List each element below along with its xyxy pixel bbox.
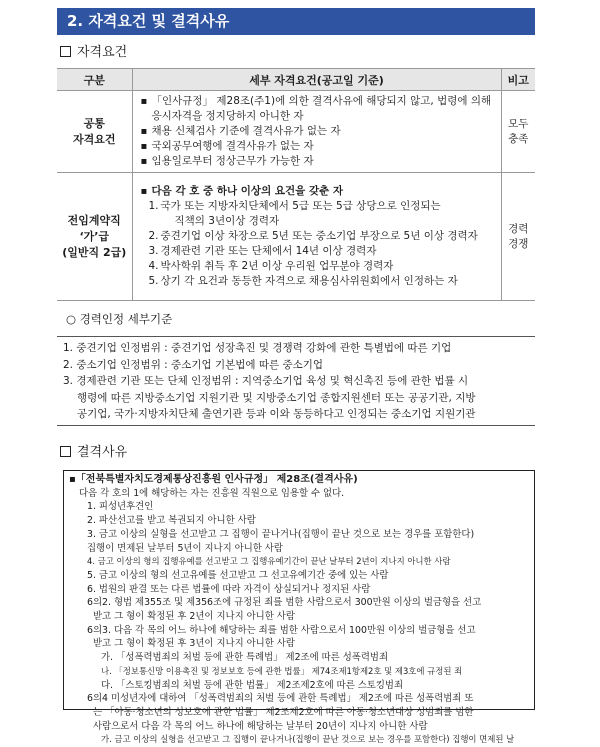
grounds-line: 2. 파산선고를 받고 복권되지 아니한 사람 bbox=[87, 515, 256, 527]
category-line: ‘가’급 bbox=[79, 229, 110, 243]
list-item: ▪ 임용일로부터 정상근무가 가능한 자 bbox=[141, 154, 495, 169]
list-item: ▪ 국외공무여행에 결격사유가 없는 자 bbox=[141, 139, 495, 154]
grounds-line: 나. 「정보통신망 이용촉진 및 정보보호 등에 관한 법률」 제74조제1항제2호 및 제3호에 규정된 죄 bbox=[101, 665, 463, 676]
grounds-line: 6. 법원의 판결 또는 다른 법률에 따라 자격이 상실되거나 정지된 사람 bbox=[87, 583, 371, 595]
grounds-line: 5. 금고 이상의 형의 선고유예를 선고받고 그 선고유예기간 중에 있는 사람 bbox=[87, 569, 389, 581]
grounds-line: 6의2. 형법 제355조 및 제356조에 규정된 죄를 범한 사람으로서 300만원 이상의 벌금형을 선고 bbox=[87, 597, 482, 609]
category-line: 공통 bbox=[83, 116, 105, 130]
grounds-line: 6의4 미성년자에 대하여 「성폭력범죄의 처벌 등에 관한 특례법」 제2조에 따른 성폭력범죄 또 bbox=[87, 693, 474, 705]
list-item bbox=[141, 274, 495, 289]
grounds-title-text: 「전북특별자치도경제통상진흥원 인사규정」 제28조(결격사유) bbox=[75, 474, 358, 485]
requirements-table bbox=[57, 68, 535, 301]
detail-contract bbox=[132, 173, 501, 301]
grounds-title: ▪「전북특별자치도경제통상진흥원 인사규정」 제28조(결격사유) bbox=[69, 474, 358, 485]
list-item bbox=[141, 199, 495, 214]
item-number: 1. bbox=[148, 200, 159, 212]
checkbox-icon bbox=[60, 46, 71, 57]
grounds-line: 4. 금고 이상의 형의 집행유예를 선고받고 그 집행유예기간이 끝난 날부터 2년이 지나지 아니한 사람 bbox=[87, 556, 451, 567]
subhead-requirements bbox=[60, 44, 127, 62]
list-item bbox=[141, 259, 495, 274]
checkbox-icon bbox=[60, 446, 71, 457]
criteria-line: 공기업, 국가·지방자치단체 출연기관 등과 이와 동등하다고 인정되는 중소기업 지원기관 bbox=[77, 408, 476, 421]
criteria-line: 2. 중소기업 인정범위 : 중소기업 기본법에 따른 중소기업 bbox=[63, 358, 324, 371]
grounds-line: 6의3. 다음 각 목의 어느 하나에 해당하는 죄를 범한 사람으로서 100만원 이상의 벌금형을 선고 bbox=[87, 624, 476, 636]
list-item bbox=[141, 229, 495, 244]
grounds-line: 는 「아동·청소년의 성보호에 관한 법률」 제2조제2호에 따른 아동·청소년대상 성범죄를 범한 bbox=[93, 706, 474, 718]
note-contract bbox=[501, 173, 535, 301]
section-title: 2. 자격요건 및 결격사유 bbox=[57, 8, 535, 35]
grounds-line: 1. 피성년후견인 bbox=[87, 501, 154, 513]
list-item bbox=[141, 244, 495, 259]
disqualification-box bbox=[63, 470, 535, 745]
note-common bbox=[501, 91, 535, 173]
list-item: ▪ 채용 신체검사 기준에 결격사유가 없는 자 bbox=[141, 124, 495, 139]
career-criteria bbox=[57, 336, 535, 426]
item-number: 5. bbox=[148, 275, 159, 287]
criteria-line: 3. 경제관련 기관 또는 단체 인정범위 : 지역중소기업 육성 및 혁신촉진 등에 관한 법률 시 bbox=[63, 375, 469, 388]
grounds-line: 가. 금고 이상의 실형을 선고받고 그 집행이 끝나거나(집행이 끝난 것으로 보는 경우를 포함한다) 집행이 면제된 날 bbox=[101, 734, 515, 745]
grounds-line: 받고 그 형이 확정된 후 3년이 지나지 아니한 사람 bbox=[93, 638, 295, 650]
grounds-line: 받고 그 형이 확정된 후 2년이 지나지 아니한 사람 bbox=[93, 611, 295, 623]
list-item-lead: ▪ 다음 각 호 중 하나 이상의 요건을 갖춘 자 bbox=[141, 184, 495, 199]
list-item-continuation: 직책의 3년이상 경력자 bbox=[174, 215, 280, 227]
table-header-row bbox=[57, 69, 535, 91]
item-text: 국가 또는 지방자치단체에서 5급 또는 5급 상당으로 인정되는 bbox=[160, 200, 441, 212]
header-category: 구분 bbox=[57, 69, 132, 91]
criteria-line: 1. 중견기업 인정범위 : 중견기업 성장촉진 및 경쟁력 강화에 관한 특별법에 따른 기업 bbox=[63, 342, 452, 354]
note-line: 경쟁 bbox=[508, 237, 529, 250]
item-text: 박사학위 취득 후 2년 이상 우리원 업무분야 경력자 bbox=[160, 260, 394, 272]
item-number: 4. bbox=[148, 260, 159, 272]
item-number: 2. bbox=[148, 230, 159, 242]
subhead-disqualification-label: 결격사유 bbox=[77, 445, 128, 460]
item-text: 상기 각 요건과 동등한 자격으로 채용심사위원회에서 인정하는 자 bbox=[160, 275, 458, 287]
list-item: ▪ 「인사규정」 제28조(주1)에 의한 결격사유에 해당되지 않고, 법령에 의해 응시자격을 정지당하지 아니한 자 bbox=[141, 94, 495, 124]
grounds-line: 집행이 면제된 날부터 5년이 지나지 아니한 사람 bbox=[87, 542, 283, 554]
criteria-line: 행령에 따른 지방중소기업 지원기관 및 지방중소기업 종합지원센터 또는 공공기관, 지방 bbox=[77, 391, 476, 404]
detail-common bbox=[132, 91, 501, 173]
item-text: 경제관련 기관 또는 단체에서 14년 이상 경력자 bbox=[160, 245, 377, 257]
note-line: 경력 bbox=[508, 222, 529, 235]
header-note: 비고 bbox=[501, 69, 535, 91]
grounds-line: 3. 금고 이상의 실형을 선고받고 그 집행이 끝나거나(집행이 끝난 것으로 보는 경우를 포함한다) bbox=[87, 528, 475, 540]
category-contract bbox=[57, 173, 132, 301]
table-row-contract bbox=[57, 173, 535, 301]
header-detail: 세부 자격요건(공고일 기준) bbox=[132, 69, 501, 91]
item-text: 중견기업 이상 차장으로 5년 또는 중소기업 부장으로 5년 이상 경력자 bbox=[160, 230, 478, 242]
note-line: 모두 bbox=[508, 117, 529, 130]
grounds-intro: 다음 각 호의 1에 해당하는 자는 진흥원 직원으로 임용할 수 없다. bbox=[79, 487, 345, 499]
item-number: 3. bbox=[148, 245, 159, 257]
note-line: 충족 bbox=[508, 132, 529, 145]
grounds-line: 다. 「스토킹범죄의 처벌 등에 관한 법률」 제2조제2호에 따른 스토킹범죄 bbox=[101, 679, 404, 691]
category-common bbox=[57, 91, 132, 173]
grounds-line: 가. 「성폭력범죄의 처벌 등에 관한 특례법」 제2조에 따른 성폭력범죄 bbox=[101, 652, 388, 664]
grounds-list bbox=[69, 500, 530, 747]
subhead-requirements-label: 자격요건 bbox=[77, 45, 128, 60]
category-line: (일반직 2급) bbox=[62, 245, 127, 259]
table-row-common bbox=[57, 91, 535, 173]
subhead-disqualification bbox=[60, 444, 127, 462]
career-heading: ○ 경력인정 세부기준 bbox=[66, 312, 173, 326]
category-line: 전임계약직 bbox=[67, 213, 121, 227]
category-line: 자격요건 bbox=[72, 132, 116, 146]
grounds-line: 사람으로서 다음 각 목의 어느 하나에 해당하는 날부터 20년이 지나지 아니한 사람 bbox=[93, 720, 428, 732]
